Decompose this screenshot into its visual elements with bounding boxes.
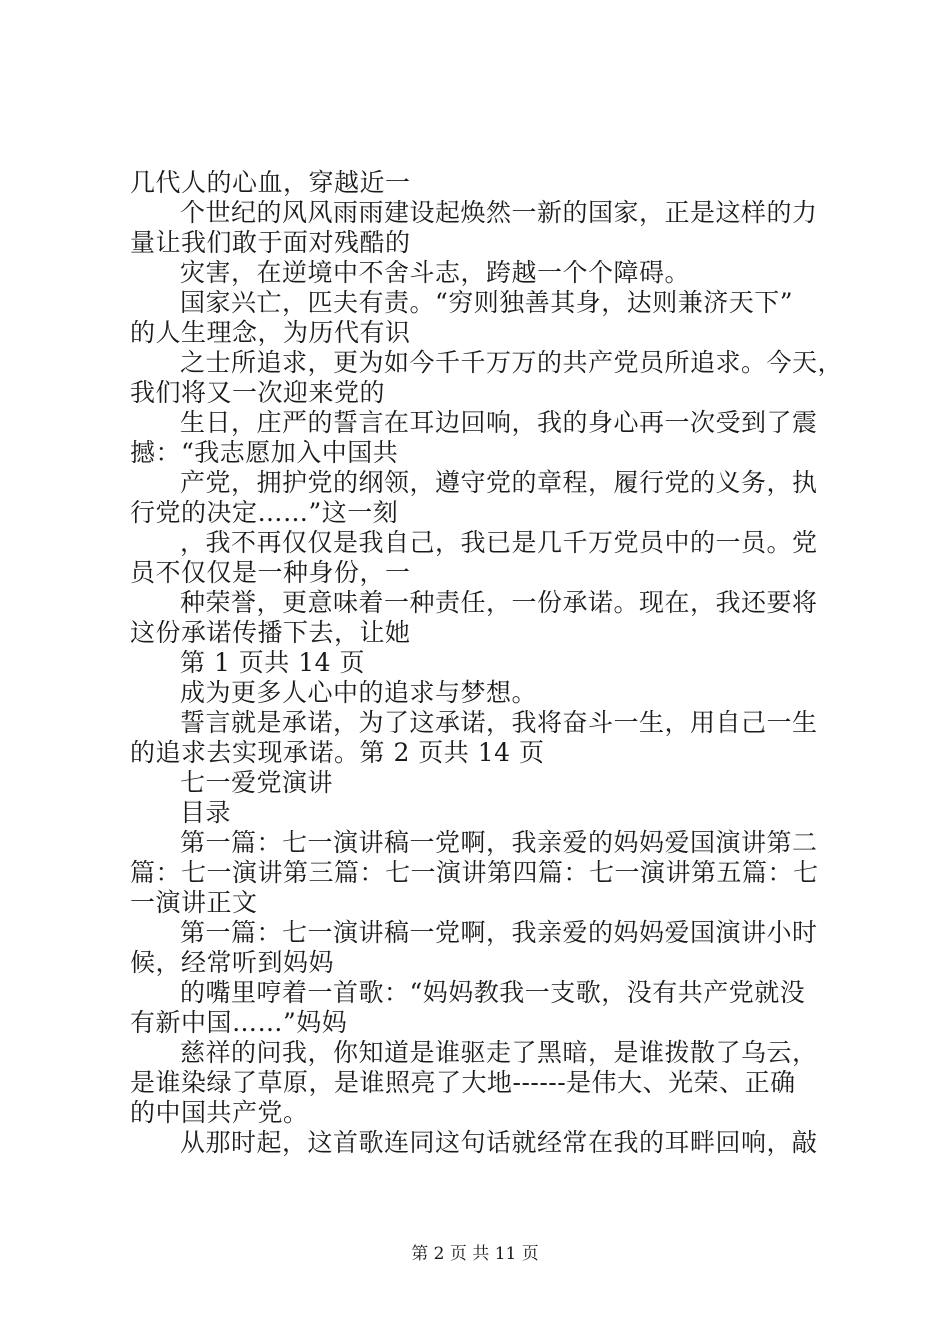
text-line: 灾害，在逆境中不舍斗志，跨越一个个障碍。 [180,258,691,287]
text-line: 个世纪的风风雨雨建设起焕然一新的国家，正是这样的力 [180,198,818,227]
text-line: 有新中国……”妈妈 [130,1008,348,1037]
text-line: 的人生理念，为历代有识 [130,318,411,347]
text-line: 是谁染绿了草原，是谁照亮了大地------是伟大、光荣、正确 [130,1068,796,1097]
text-line: 这份承诺传播下去，让她 [130,618,411,647]
text-line: 第一篇：七一演讲稿一党啊，我亲爱的妈妈爱国演讲第二 [180,828,818,857]
page-footer: 第 2 页 共 11 页 [411,1244,539,1264]
text-line: 种荣誉，更意味着一种责任，一份承诺。现在，我还要将 [180,588,818,617]
text-line: 之士所追求，更为如今千千万万的共产党员所追求。今天， [180,348,844,377]
text-line: 国家兴亡，匹夫有责。“穷则独善其身，达则兼济天下” [180,288,794,317]
text-line: 誓言就是承诺，为了这承诺，我将奋斗一生，用自己一生 [180,708,818,737]
text-line: ，我不再仅仅是我自己，我已是几千万党员中的一员。党 [180,528,818,557]
text-line: 篇：七一演讲第三篇：七一演讲第四篇：七一演讲第五篇：七 [130,858,819,887]
text-line: 七一爱党演讲 [180,768,334,797]
text-line: 量让我们敢于面对残酷的 [130,228,411,257]
text-line: 生日，庄严的誓言在耳边回响，我的身心再一次受到了震 [180,408,818,437]
text-line: 我们将又一次迎来党的 [130,378,386,407]
text-line: 一演讲正文 [130,888,258,917]
text-line: 行党的决定……”这一刻 [130,498,399,527]
text-line: 的中国共产党。 [130,1098,309,1127]
text-line: 第一篇：七一演讲稿一党啊，我亲爱的妈妈爱国演讲小时 [180,918,818,947]
text-line: 几代人的心血，穿越近一 [130,168,411,197]
text-line: 第 1 页共 14 页 [180,648,366,677]
text-line: 撼：“我志愿加入中国共 [130,438,399,467]
text-line: 成为更多人心中的追求与梦想。 [180,678,538,707]
document-body [130,168,844,1158]
text-line: 产党，拥护党的纲领，遵守党的章程，履行党的义务，执 [180,468,818,497]
text-line: 从那时起，这首歌连同这句话就经常在我的耳畔回响，敲 [180,1128,818,1157]
text-line: 目录 [180,798,232,827]
text-line: 的追求去实现承诺。第 2 页共 14 页 [130,738,545,767]
text-line: 候，经常听到妈妈 [130,948,335,977]
text-line: 慈祥的问我，你知道是谁驱走了黑暗，是谁拨散了乌云， [180,1038,818,1067]
text-line: 的嘴里哼着一首歌：“妈妈教我一支歌，没有共产党就没 [180,978,806,1007]
text-line: 员不仅仅是一种身份，一 [130,558,411,587]
